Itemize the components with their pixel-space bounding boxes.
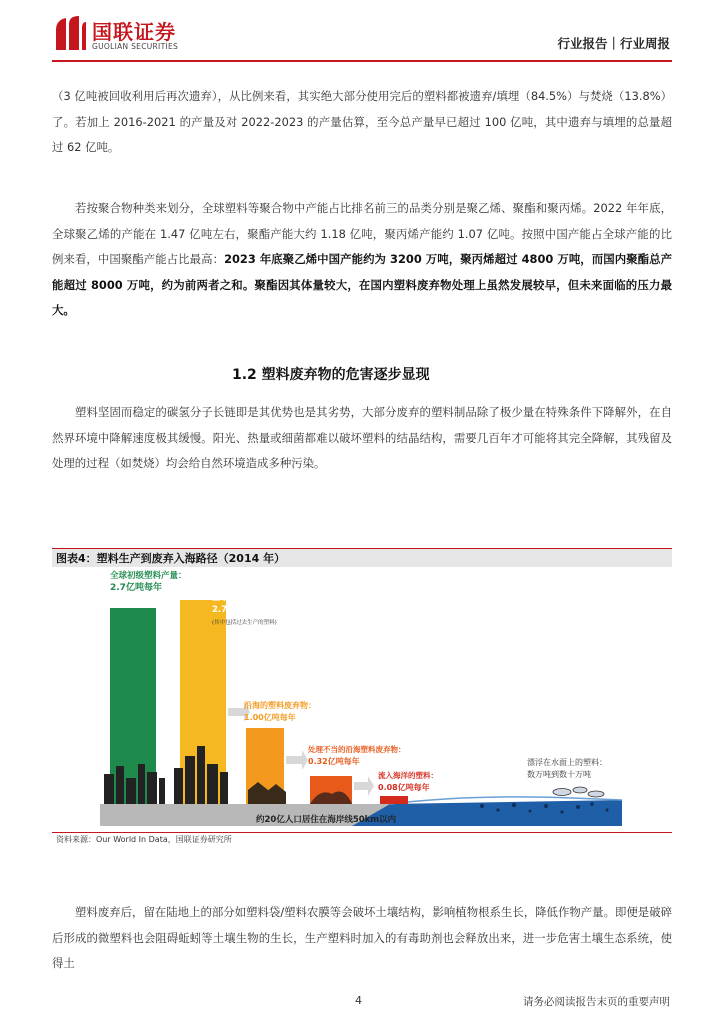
ground-caption: 约20亿人口居住在海岸线50km以内 (256, 815, 397, 825)
label-b5-title: 流入海洋的塑料： (378, 771, 438, 780)
label-b4-title: 处理不当的沿海塑料废弃物： (308, 745, 406, 754)
figure-title-bar (52, 548, 672, 567)
logo-name-cn: 国联证券 (92, 20, 176, 44)
page-number: 4 (355, 994, 362, 1007)
label-b1-value: 2.7亿吨每年 (110, 583, 162, 593)
section-title: 1.2 塑料废弃物的危害逐步显现 (232, 367, 430, 383)
label-b4-value: 0.32亿吨每年 (308, 757, 360, 766)
disclaimer-note: 请务必阅读报告末页的重要声明 (523, 996, 670, 1008)
paragraph-2-bold: 2023 年底聚乙烯中国产能约为 3200 万吨，聚丙烯超过 4800 万吨，而国内聚酯总产能超过 8000 万吨，约为前两者之和。聚酯因其体量较大，在国内塑料废弃物处理上虽然发展较早，但未来面临的压力最大。 (52, 252, 672, 317)
company-logo (52, 14, 192, 56)
figure-bottom-divider (52, 832, 672, 833)
figure-title: 图表4：塑料生产到废弃入海路径（2014 年） (56, 552, 286, 565)
header-divider (52, 60, 672, 62)
label-b2-title: 全球塑料废弃物： (212, 593, 276, 602)
plastic-flow-illustration (52, 568, 672, 830)
logo-name-en: GUOLIAN SECURITIES (92, 42, 179, 51)
label-b3-title: 沿海的塑料废弃物： (244, 701, 316, 710)
paragraph-4: 塑料废弃后，留在陆地上的部分如塑料袋/塑料农膜等会破坏土壤结构，影响植物根系生长，降低作物产量。即便是破碎后形成的微塑料也会阻碍蚯蚓等土壤生物的生长，生产塑料时加入的有毒助剂也会释放出来，进一步危害土壤生态系统，使得土 (52, 905, 672, 970)
figure-source: 资料来源：Our World In Data，国联证券研究所 (56, 835, 232, 844)
bar-ocean-inflow (380, 796, 408, 804)
label-b2-value: 2.75亿吨每年 (212, 605, 267, 615)
logo-mark-icon (52, 14, 88, 54)
label-b1-title: 全球初级塑料产量： (110, 571, 187, 581)
label-b3-value: 1.00亿吨每年 (244, 713, 296, 722)
label-float-value: 数万吨到数十万吨 (527, 770, 591, 779)
paragraph-1: （3 亿吨被回收利用后再次遗弃），从比例来看，其实绝大部分使用完后的塑料都被遗弃/填埋（84.5%）与焚烧（13.8%）了。若加上 2016-2021 的产量及对 2022-2023 的产量估算，至今总产量早已超过 100 亿吨，其中遗弃与填埋的总量超过 62 亿吨。 (52, 89, 672, 154)
page-header (0, 0, 724, 64)
paragraph-3: 塑料坚固而稳定的碳氢分子长链即是其优势也是其劣势，大部分废弃的塑料制品除了极少量在特殊条件下降解外，在自然界环境中降解速度极其缓慢。阳光、热量或细菌都难以破坏塑料的结晶结构，需要几百年才可能将其完全降解，其残留及处理的过程（如焚烧）均会给自然环境造成多种污染。 (52, 405, 672, 470)
floating-bottles (553, 787, 604, 797)
label-b5-value: 0.08亿吨每年 (378, 783, 430, 792)
label-b2-note: (其中包括过去生产的塑料) (212, 620, 277, 626)
label-float-title: 漂浮在水面上的塑料： (527, 758, 607, 767)
report-type: 行业报告｜行业周报 (557, 36, 670, 51)
paragraph-2-text: 若按聚合物种类来划分，全球塑料等聚合物中产能占比排名前三的品类分别是聚乙烯、聚酯和聚丙烯。2022 年年底，全球聚乙烯的产能在 1.47 亿吨左右，聚酯产能大约 1.18 亿吨，聚丙烯产能约 1.07 亿吨。按照中国产能占全球产能的比例来看，中国聚酯产能占比最高： (52, 201, 672, 266)
paragraph-2 (52, 196, 672, 324)
figure-infographic (52, 568, 672, 830)
